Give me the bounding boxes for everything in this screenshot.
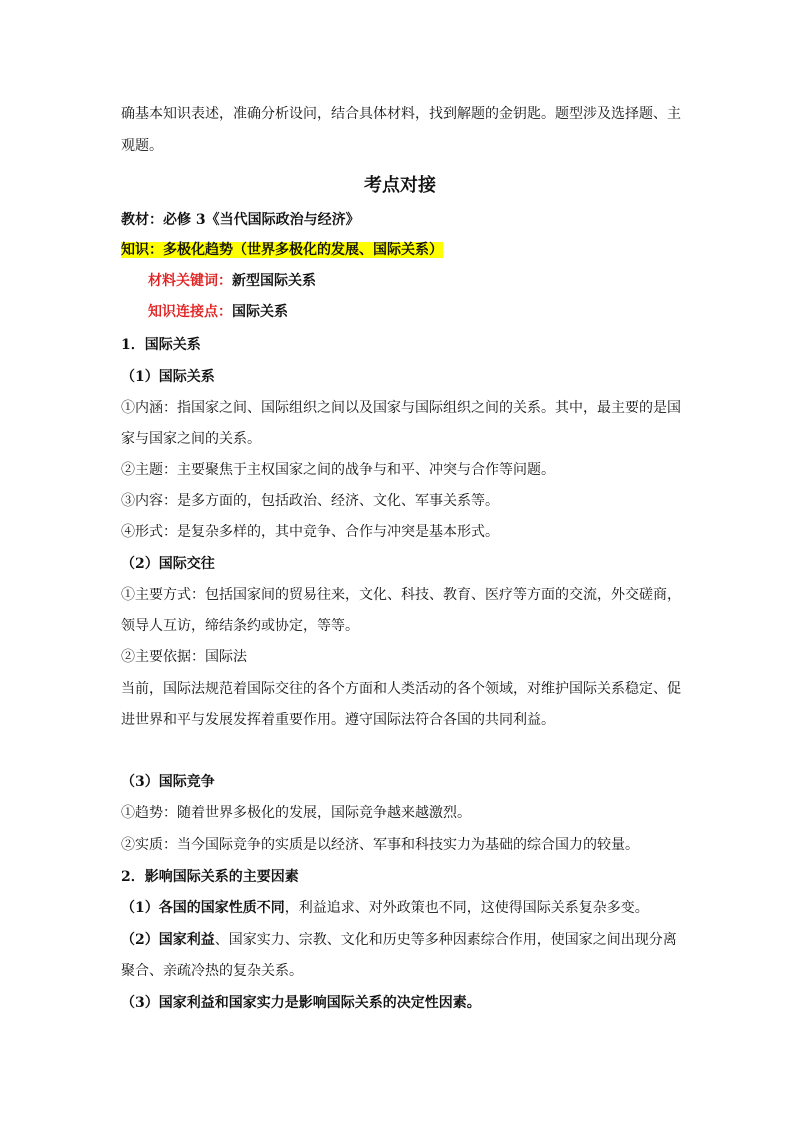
s2-item-1 [121, 898, 691, 918]
sub-2-p1-line-2: 领导人互访，缔结条约或协定，等等。 [121, 618, 359, 634]
section-title: 考点对接 [364, 175, 436, 196]
sub-1-p4: ④形式：是复杂多样的，其中竞争、合作与冲突是基本形式。 [121, 524, 499, 540]
s2-item-2 [121, 930, 691, 950]
s2-item-2-rest: 、国家实力、宗教、文化和历史等多种因素综合作用，使国家之间出现分离 [214, 932, 677, 948]
textbook-line: 教材：必修 3《当代国际政治与经济》 [121, 212, 360, 228]
knowledge-link-line [148, 302, 718, 322]
s2-item-2-bold: （2）国家利益 [121, 932, 215, 948]
sub-1-p3: ③内容：是多方面的，包括政治、经济、文化、军事关系等。 [121, 493, 499, 509]
sub-2-p3-line-1: 当前，国际法规范着国际交往的各个方面和人类活动的各个领域，对维护国际关系稳定、促 [121, 681, 681, 697]
sub-2-p2: ②主要依据：国际法 [121, 649, 247, 665]
sub-2-heading: （2）国际交往 [121, 556, 215, 572]
intro-line-1: 确基本知识表述，准确分析设问，结合具体材料，找到解题的金钥匙。题型涉及选择题、主 [121, 106, 681, 122]
material-keyword-line [148, 271, 718, 291]
s2-item-1-bold: （1）各国的国家性质不同 [121, 900, 285, 916]
sub-1-p2: ②主题：主要聚焦于主权国家之间的战争与和平、冲突与合作等问题。 [121, 462, 555, 478]
material-keyword-label: 材料关键词： [148, 273, 232, 289]
knowledge-link-label: 知识连接点： [148, 304, 232, 320]
sub-3-p2: ②实质：当今国际竞争的实质是以经济、军事和科技实力为基础的综合国力的较量。 [121, 837, 639, 853]
material-keyword-value: 新型国际关系 [232, 273, 316, 289]
knowledge-line [121, 240, 691, 260]
s2-item-1-rest: ，利益追求、对外政策也不同，这使得国际关系复杂多变。 [284, 900, 649, 916]
sub-1-p1-line-2: 家与国家之间的关系。 [121, 431, 261, 447]
sub-2-p3-line-2: 进世界和平与发展发挥着重要作用。遵守国际法符合各国的共同利益。 [121, 712, 555, 728]
knowledge-highlight: 知识：多极化趋势（世界多极化的发展、国际关系） [121, 242, 443, 258]
s2-item-3: （3）国家利益和国家实力是影响国际关系的决定性因素。 [121, 995, 481, 1011]
sub-1-heading: （1）国际关系 [121, 369, 215, 385]
section-2-heading: 2．影响国际关系的主要因素 [121, 869, 299, 885]
sub-1-p1-line-1: ①内涵：指国家之间、国际组织之间以及国家与国际组织之间的关系。其中，最主要的是国 [121, 400, 681, 416]
intro-line-2: 观题。 [121, 138, 163, 154]
knowledge-link-value: 国际关系 [232, 304, 288, 320]
sub-3-p1: ①趋势：随着世界多极化的发展，国际竞争越来越激烈。 [121, 805, 471, 821]
sub-3-heading: （3）国际竞争 [121, 774, 215, 790]
s2-item-2-line-2: 聚合、亲疏冷热的复杂关系。 [121, 963, 303, 979]
section-1-heading: 1．国际关系 [121, 337, 201, 353]
sub-2-p1-line-1: ①主要方式：包括国家间的贸易往来，文化、科技、教育、医疗等方面的交流，外交磋商， [121, 587, 681, 603]
